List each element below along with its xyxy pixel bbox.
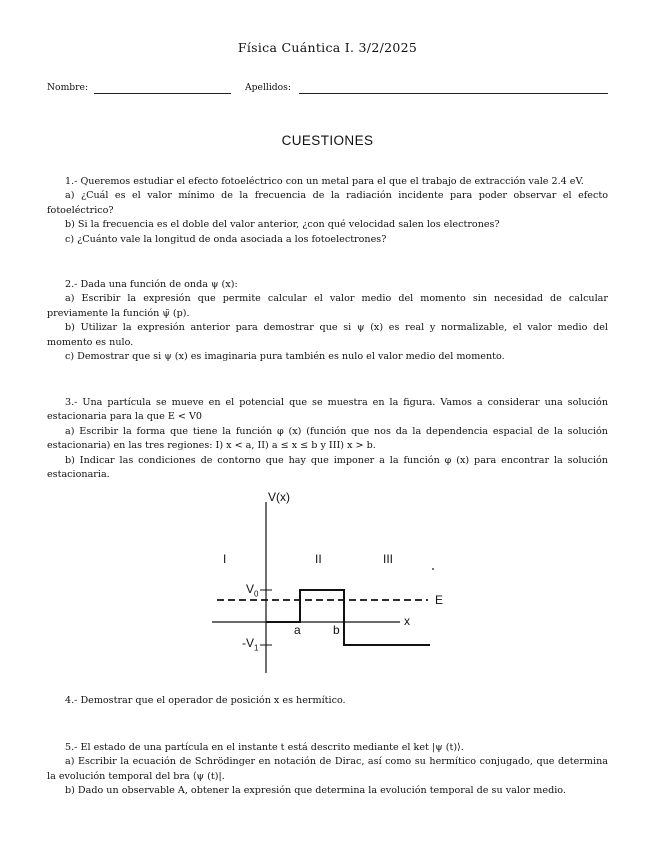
name-label: Nombre: bbox=[47, 82, 89, 93]
axis-y-label: V(x) bbox=[268, 490, 290, 504]
axis-x-label: x bbox=[404, 614, 410, 628]
q1-intro: 1.- Queremos estudiar el efecto fotoeléctrico con un metal para el que el trabajo de extracción vale 2.4 eV. bbox=[65, 176, 584, 187]
surname-field[interactable] bbox=[299, 93, 608, 94]
q3-part-a: a) Escribir la forma que tiene la función φ (x) (función que nos da la dependencia espacial de la solución estacionaria) en las tres regiones: I) x < a, II) a ≤ x ≤ b y III) x > b. bbox=[47, 425, 608, 452]
q2-part-c: c) Demostrar que si ψ (x) es imaginaria pura también es nulo el valor medio del momento. bbox=[65, 351, 505, 363]
question-3 bbox=[47, 396, 608, 482]
question-2 bbox=[47, 278, 608, 364]
energy-label: E bbox=[435, 593, 444, 607]
q1-part-c: c) ¿Cuánto vale la longitud de onda asociada a los fotoelectrones? bbox=[65, 233, 387, 245]
student-info-row bbox=[47, 82, 612, 96]
q5-part-b: b) Dado un observable A, obtener la expresión que determina la evolución temporal de su valor medio. bbox=[65, 785, 566, 797]
surname-label: Apellidos: bbox=[245, 82, 291, 93]
potential-figure bbox=[200, 490, 460, 675]
q3-part-b: b) Indicar las condiciones de contorno que hay que imponer a la función φ (x) para encontrar la solución estacionaria. bbox=[47, 454, 608, 481]
q3-intro: 3.- Una partícula se mueve en el potencial que se muestra en la figura. Vamos a considerar una solución estacionaria para la que E < V0 bbox=[47, 397, 608, 423]
q2-part-b: b) Utilizar la expresión anterior para demostrar que si ψ (x) es real y normalizable, el valor medio del momento es nulo. bbox=[47, 322, 608, 348]
region-label-1: I bbox=[223, 552, 227, 566]
page-title: Física Cuántica I. 3/2/2025 bbox=[237, 40, 418, 55]
q1-part-b: b) Si la frecuencia es el doble del valor anterior, ¿con qué velocidad salen los electrones? bbox=[65, 219, 500, 231]
region-label-3: III bbox=[383, 552, 394, 566]
a-label: a bbox=[294, 623, 301, 637]
name-field[interactable] bbox=[94, 93, 231, 94]
q5-part-a: a) Escribir la ecuación de Schrödinger en notación de Dirac, así como su hermítico conjugado, que determina la evolución temporal del bra ⟨ψ (t)|. bbox=[47, 756, 608, 782]
question-1 bbox=[47, 175, 608, 247]
question-4 bbox=[47, 694, 608, 708]
q2-intro: 2.- Dada una función de onda ψ (x): bbox=[65, 279, 238, 290]
q2-part-a: a) Escribir la expresión que permite calcular el valor medio del momento sin necesidad de calcular previamente la función ψ̃ (p). bbox=[47, 293, 608, 319]
q1-part-a: a) ¿Cuál es el valor mínimo de la frecuencia de la radiación incidente para poder observar el efecto fotoeléctrico? bbox=[47, 190, 608, 216]
stray-dot bbox=[432, 568, 434, 570]
q5-intro: 5.- El estado de una partícula en el instante t está descrito mediante el ket |ψ (t)⟩. bbox=[65, 742, 464, 753]
region-label-2: II bbox=[315, 552, 322, 566]
q4-intro: 4.- Demostrar que el operador de posición x es hermítico. bbox=[65, 695, 346, 706]
v0-label: $V_0$ bbox=[246, 582, 259, 599]
question-5 bbox=[47, 741, 608, 799]
minus-v1-label: $-V_1$ bbox=[242, 636, 259, 653]
potential-diagram bbox=[200, 490, 460, 675]
section-title: CUESTIONES bbox=[281, 133, 374, 148]
b-label: b bbox=[333, 623, 340, 637]
